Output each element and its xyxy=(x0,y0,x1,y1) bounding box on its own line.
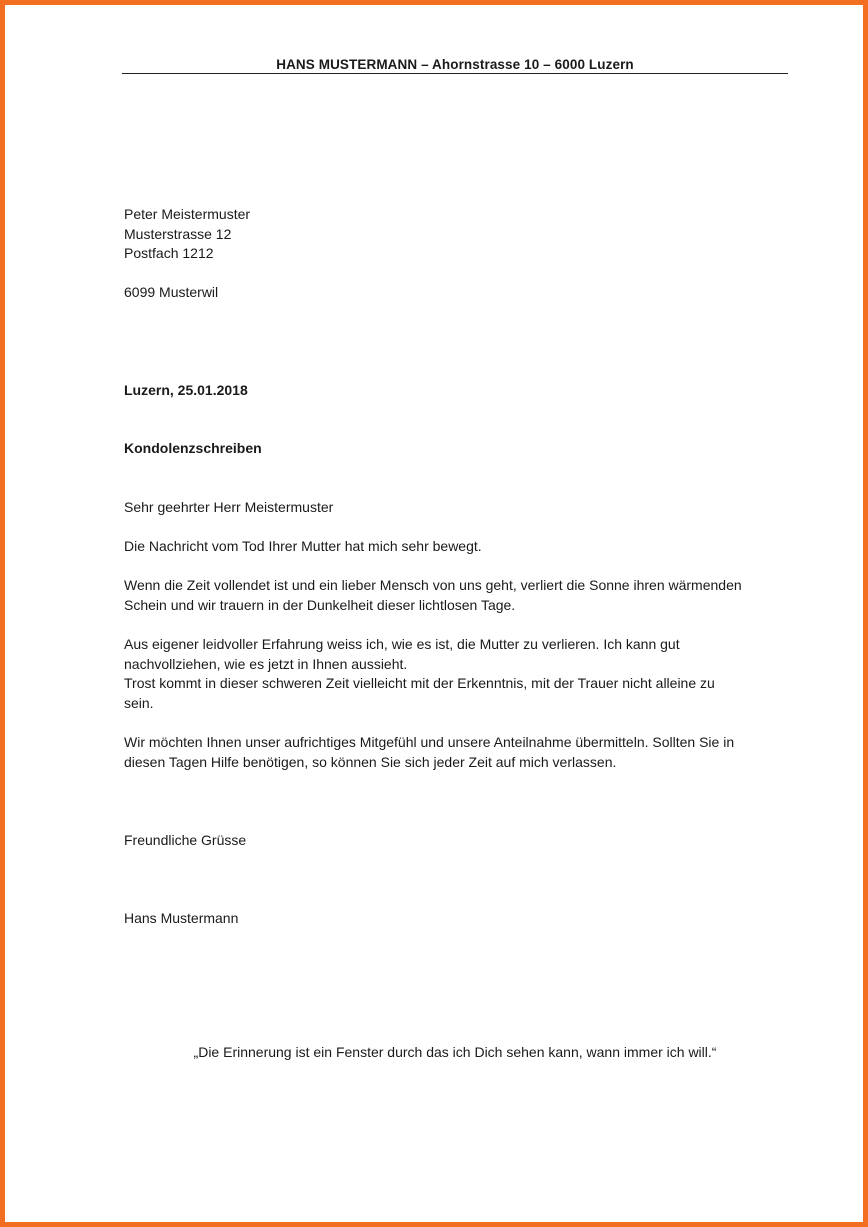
body-line: Wir möchten Ihnen unser aufrichtiges Mitgefühl und unsere Anteilnahme übermitteln. Sollten Sie in xyxy=(124,734,735,750)
body-line: sein. xyxy=(124,694,154,711)
recipient-name: Peter Meistermuster xyxy=(124,206,251,222)
body-line: Die Nachricht vom Tod Ihrer Mutter hat mich sehr bewegt. xyxy=(124,538,482,554)
body-line: Wenn die Zeit vollendet ist und ein lieber Mensch von uns geht, verliert die Sonne ihren wärmenden xyxy=(124,577,742,593)
closing-greeting: Freundliche Grüsse xyxy=(124,832,247,848)
recipient-city: 6099 Musterwil xyxy=(124,284,219,301)
body-paragraph-3 xyxy=(124,635,784,713)
subject-line: Kondolenzschreiben xyxy=(124,440,262,456)
date-line: Luzern, 25.01.2018 xyxy=(124,382,248,398)
body-line: nachvollziehen, wie es jetzt in Ihnen aussieht. xyxy=(124,655,408,672)
body-paragraph-1 xyxy=(124,537,784,557)
body-paragraph-4 xyxy=(124,733,784,772)
recipient-po-box: Postfach 1212 xyxy=(124,245,214,262)
letterhead-divider xyxy=(122,73,788,74)
body-line: Trost kommt in dieser schweren Zeit vielleicht mit der Erkenntnis, mit der Trauer nicht alleine zu xyxy=(124,675,715,692)
body-line: Schein und wir trauern in der Dunkelheit dieser lichtlosen Tage. xyxy=(124,596,516,613)
body-line: Aus eigener leidvoller Erfahrung weiss ich, wie es ist, die Mutter zu verlieren. Ich kann gut xyxy=(124,636,680,652)
salutation: Sehr geehrter Herr Meistermuster xyxy=(124,499,334,515)
closing-quote: „Die Erinnerung ist ein Fenster durch das ich Dich sehen kann, wann immer ich will.“ xyxy=(193,1044,717,1060)
recipient-street: Musterstrasse 12 xyxy=(124,225,232,242)
signature-name: Hans Mustermann xyxy=(124,910,239,926)
letterhead: HANS MUSTERMANN – Ahornstrasse 10 – 6000 Luzern xyxy=(276,57,634,72)
body-paragraph-2 xyxy=(124,576,784,615)
faint-watermark xyxy=(43,1175,93,1195)
body-line: diesen Tagen Hilfe benötigen, so können Sie sich jeder Zeit auf mich verlassen. xyxy=(124,753,617,770)
